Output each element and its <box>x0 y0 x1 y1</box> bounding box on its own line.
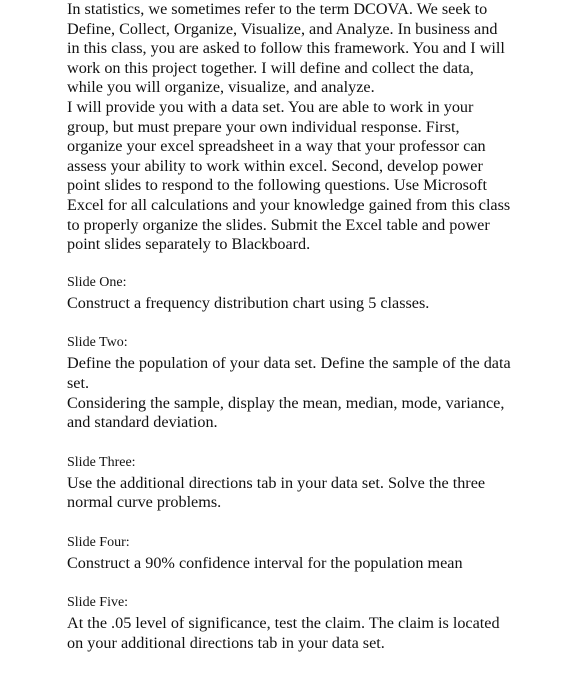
slide-three-instruction: Use the additional directions tab in your data set. Solve the three normal curve problems. <box>67 473 486 512</box>
slide-five-heading: Slide Five: <box>67 595 129 611</box>
slide-three-section <box>67 454 512 513</box>
slide-one-instruction: Construct a frequency distribution chart using 5 classes. <box>67 293 430 312</box>
slide-one-section <box>67 274 512 314</box>
slide-one-heading: Slide One: <box>67 274 127 290</box>
slide-two-instruction-2: Considering the sample, display the mean, median, mode, variance, and standard deviation. <box>67 393 505 432</box>
slide-five-section <box>67 594 512 653</box>
slide-two-heading: Slide Two: <box>67 335 128 351</box>
document-body <box>67 0 512 654</box>
slide-two-instruction-1: Define the population of your data set. Define the sample of the data set. <box>67 354 511 392</box>
slide-four-instruction: Construct a 90% confidence interval for the population mean <box>67 553 463 572</box>
slide-five-instruction: At the .05 level of significance, test the claim. The claim is located on your additional directions tab in your data set. <box>67 614 500 653</box>
slide-four-heading: Slide Four: <box>67 534 130 550</box>
slide-two-section <box>67 334 512 432</box>
slide-three-heading: Slide Three: <box>67 454 136 470</box>
intro-paragraph-1: In statistics, we sometimes refer to the term DCOVA. We seek to Define, Collect, Organize, Visualize, and Analyze. In business and in this class, you are asked to follow this framework. You and I will work on this project together. I will define and collect the data, while you will organize, visualize, and analyze. <box>67 0 505 97</box>
intro-paragraph-2: I will provide you with a data set. You are able to work in your group, but must prepare your own individual response. First, organize your excel spreadsheet in a way that your professor can assess your ability to work within excel. Second, develop power point slides to respond to the following questions. Use Microsoft Excel for all calculations and your knowledge gained from this class to properly organize the slides. Submit the Excel table and power point slides separately to Blackboard. <box>67 97 511 254</box>
slide-four-section <box>67 534 512 574</box>
